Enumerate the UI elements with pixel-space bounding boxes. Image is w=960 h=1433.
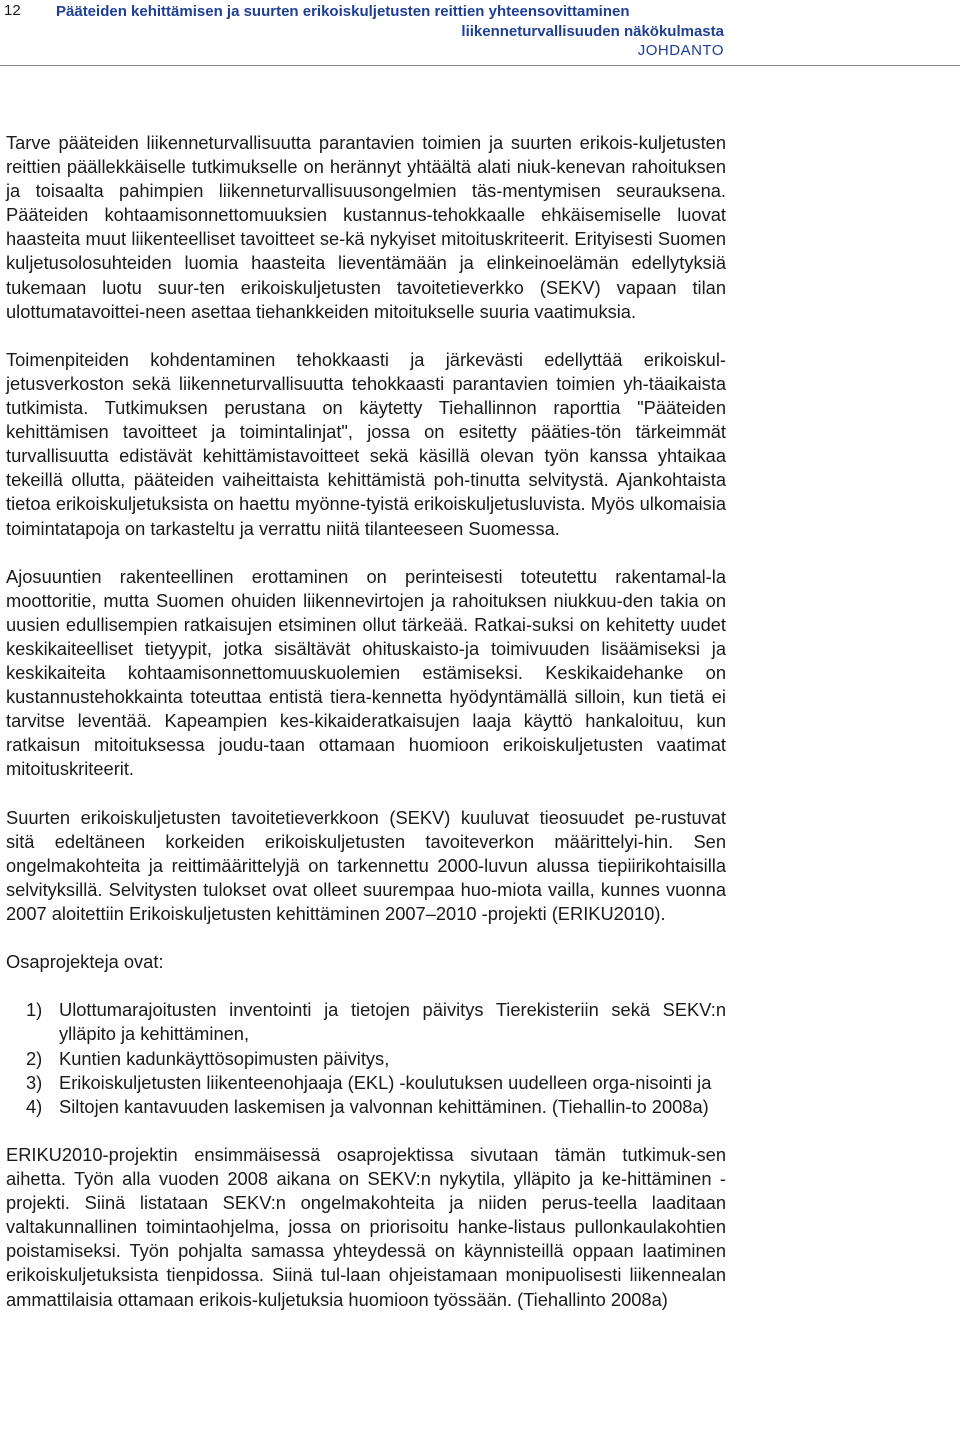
list-item-number: 3) <box>26 1071 43 1093</box>
list-item-text: Kuntien kadunkäyttösopimusten päivitys, <box>59 1047 390 1069</box>
paragraph: Suurten erikoiskuljetusten tavoitetieverkkoon (SEKV) kuuluvat tieosuudet pe-rustuvat sitä edeltäneen korkeiden erikoiskuljetusten tavoiteverkon määrittelyi-hin. Sen ongelmakohteita ja reittimäärittelyjä on tarkennettu 2000-luvun alussa tiepiirikohtaisilla selvityksillä. Selvitysten tulokset ovat olleet suurempaa huo-miota vailla, kunnes vuonna 2007 aloitettiin Erikoiskuljetusten kehittäminen 2007–2010 -projekti (ERIKU2010). <box>6 806 726 924</box>
paragraph: Tarve pääteiden liikenneturvallisuutta parantavien toimien ja suurten erikois-kuljetusten reittien päällekkäiselle tutkimukselle on herännyt yhtäältä alati niuk-kenevan rahoituksen ja toisaalta pahimpien liikenneturvallisuusongelmien täs-mentymisen seurauksena. Pääteiden kohtaamisonnettomuuksien kustannus-tehokkaalle ehkäisemiselle luovat haasteita muut liikenteelliset tavoitteet se-kä nykyiset mitoituskriteerit. Erityisesti Suomen kuljetusolosuhteiden luomia haasteita lieventämään ja elinkeinoelämän edellytyksiä tukemaan luotu suur-ten erikoiskuljetusten tavoitetieverkko (SEKV) vapaan tilan ulottumatavoittei-neen asettaa tiehankkeiden mitoitukselle suuria vaatimuksia. <box>6 132 726 322</box>
list-item-text: Siltojen kantavuuden laskemisen ja valvonnan kehittäminen. (Tiehallin-to 2008a) <box>59 1095 709 1117</box>
list-item-text: Erikoiskuljetusten liikenteenohjaaja (EKL) -koulutuksen uudelleen orga-nisointi ja <box>59 1071 712 1093</box>
paragraph: Ajosuuntien rakenteellinen erottaminen on perinteisesti toteutettu rakentamal-la moottoritie, mutta Suomen ohuiden liikennevirtojen ja rahoituksen niukkuu-den takia on uusien edullisempien ratkaisujen etsiminen ollut tärkeää. Ratkai-suksi on kehitetty uudet keskikaiteelliset tietyypit, jotka sisältävät ohituskaisto-ja toimivuuden lisäämiseksi ja keskikaiteita kohtaamisonnettomuuskuolemien estämiseksi. Keskikaidehanke on kustannustehokkainta toteuttaa entistä tiera-kennetta hyödyntämällä silloin, kun tietä ei tarvitse leventää. Kapeampien kes-kikaideratkaisujen laaja käyttö hankaloituu, kun ratkaisun mitoituksessa joudu-taan ottamaan huomioon erikoiskuljetusten vaatimat mitoituskriteerit. <box>6 565 726 780</box>
list-item <box>6 1071 726 1095</box>
page-header <box>0 0 960 67</box>
subproject-list <box>6 998 726 1118</box>
list-item-number: 1) <box>26 999 43 1021</box>
section-name: JOHDANTO <box>637 42 724 59</box>
list-item <box>6 1095 726 1119</box>
list-item-text: Ulottumarajoitusten inventointi ja tietojen päivitys Tierekisteriin sekä SEKV:n ylläpito ja kehittäminen, <box>59 999 726 1045</box>
header-divider <box>0 65 960 66</box>
running-title <box>56 2 724 42</box>
list-item <box>6 998 726 1046</box>
running-title-line-1: Pääteiden kehittämisen ja suurten erikoiskuljetusten reittien yhteensovittaminen <box>56 3 630 20</box>
list-item <box>6 1047 726 1071</box>
closing-paragraph: ERIKU2010-projektin ensimmäisessä osaprojektissa sivutaan tämän tutkimuk-sen aihetta. Työn alla vuoden 2008 aikana on SEKV:n nykytila, ylläpito ja ke-hittäminen -projekti. Siinä listataan SEKV:n ongelmakohteita ja niiden perus-teella laaditaan valtakunnallinen toimintaohjelma, jossa on priorisoitu hanke-listaus pullonkaulakohtien poistamiseksi. Työn pohjalta samassa yhteydessä on käynnisteillä oppaan laatiminen erikoiskuljetuksista tienpidossa. Siinä tul-laan ohjeistamaan monipuolisesti liikennealan ammattilaisia ottamaan erikois-kuljetuksia huomioon työssään. (Tiehallinto 2008a) <box>6 1143 726 1310</box>
paragraph: Toimenpiteiden kohdentaminen tehokkaasti ja järkevästi edellyttää erikoiskul-jetusverkoston sekä liikenneturvallisuutta tehokkaasti parantavien toimien yh-täaikaista tutkimista. Tutkimuksen perustana on käytetty Tiehallinnon raporttia "Pääteiden kehittämisen tavoitteet ja toimintalinjat", jossa on esitetty pääties-tön tärkeimmät turvallisuutta edistävät kehittämistavoitteet sekä käsillä olevan työn kanssa yhtaikaa tekeillä ollutta, pääteiden vaiheittaista kehittämistä poh-tinutta selvitystä. Ajankohtaista tietoa erikoiskuljetuksista on haettu myönne-tyistä erikoiskuljetusluvista. Myös ulkomaisia toimintatapoja on tarkasteltu ja verrattu niitä tilanteeseen Suomessa. <box>6 348 726 539</box>
list-intro: Osaprojekteja ovat: <box>6 951 164 973</box>
list-item-number: 2) <box>26 1047 43 1069</box>
body-text <box>6 131 726 1336</box>
list-item-number: 4) <box>26 1095 43 1117</box>
running-title-line-2: liikenneturvallisuuden näkökulmasta <box>461 23 724 40</box>
page-number: 12 <box>4 2 21 19</box>
